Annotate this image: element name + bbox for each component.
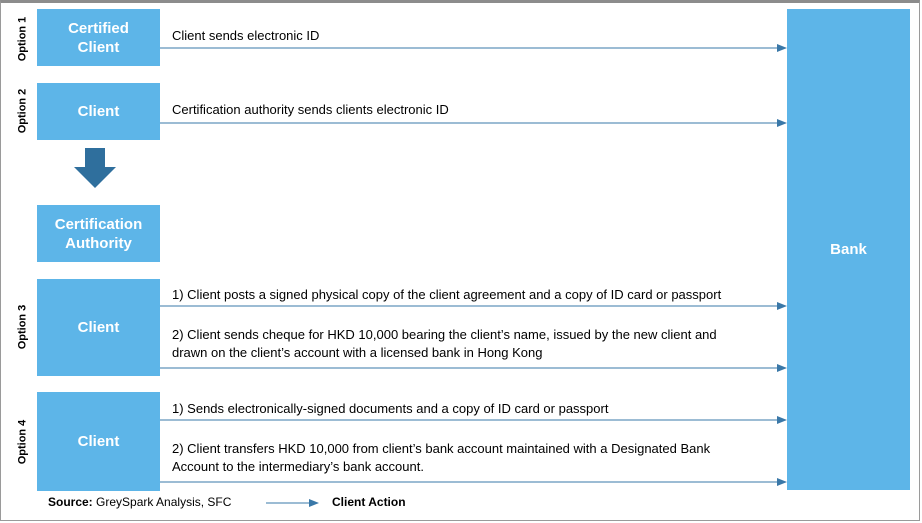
flow-label-option-1: Client sends electronic ID bbox=[172, 28, 320, 43]
certified-client-box: Certified Client bbox=[37, 9, 160, 66]
source-label: Source: bbox=[48, 495, 93, 509]
option-2-label: Option 2 bbox=[16, 88, 29, 134]
flow-label-option-3b-line2: drawn on the client’s account with a licensed bank in Hong Kong bbox=[172, 345, 543, 360]
flow-label-option-4a: 1) Sends electronically-signed documents and a copy of ID card or passport bbox=[172, 401, 609, 416]
certification-authority-box: Certification Authority bbox=[37, 205, 160, 262]
flow-label-option-3a: 1) Client posts a signed physical copy of the client agreement and a copy of ID card or passport bbox=[172, 287, 722, 302]
client-box-option-4: Client bbox=[37, 392, 160, 491]
flow-label-option-4b-line2: Account to the intermediary’s bank account. bbox=[172, 459, 424, 474]
option-4-label: Option 4 bbox=[16, 419, 29, 465]
client-box-option-3: Client bbox=[37, 279, 160, 376]
source-note bbox=[48, 495, 231, 509]
legend-label: Client Action bbox=[332, 495, 406, 509]
option-1-label: Option 1 bbox=[16, 16, 29, 62]
flow-label-option-3b-line1: 2) Client sends cheque for HKD 10,000 bearing the client’s name, issued by the new client and bbox=[172, 327, 717, 342]
flow-label-option-2: Certification authority sends clients electronic ID bbox=[172, 102, 449, 117]
source-text: GreySpark Analysis, SFC bbox=[96, 495, 232, 509]
client-box-option-2: Client bbox=[37, 83, 160, 140]
bank-box: Bank bbox=[787, 9, 910, 490]
down-arrow-icon bbox=[74, 148, 116, 188]
flow-label-option-4b-line1: 2) Client transfers HKD 10,000 from client’s bank account maintained with a Designated Bank bbox=[172, 441, 711, 456]
option-3-label: Option 3 bbox=[16, 304, 29, 350]
